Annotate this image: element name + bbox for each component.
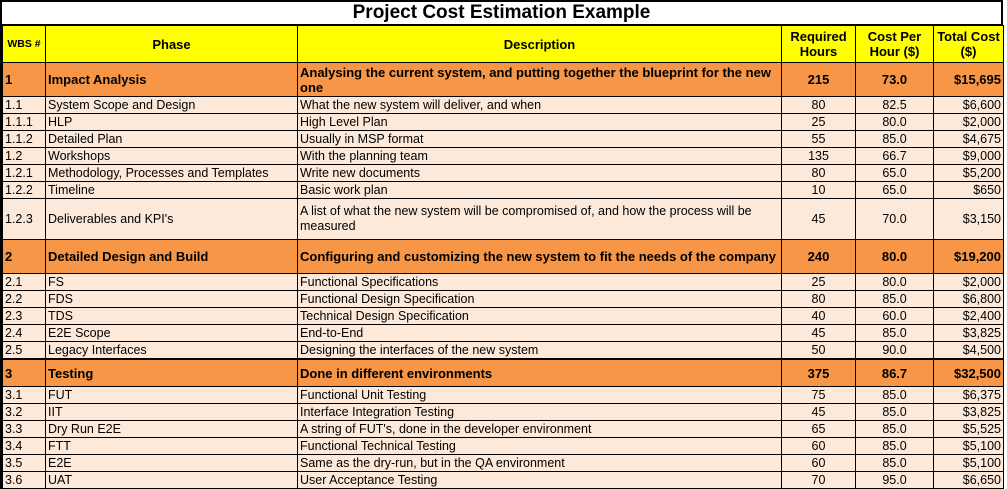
phase-cell[interactable]: Methodology, Processes and Templates xyxy=(46,165,298,182)
header-phase[interactable]: Phase xyxy=(46,26,298,63)
phase-row xyxy=(3,240,1004,274)
header-description[interactable]: Description xyxy=(298,26,782,63)
phase-cell[interactable]: HLP xyxy=(46,114,298,131)
hours-cell[interactable]: 80 xyxy=(782,97,856,114)
rate-cell[interactable]: 90.0 xyxy=(856,342,934,360)
phase-cell[interactable]: FDS xyxy=(46,291,298,308)
description-cell[interactable]: End-to-End xyxy=(298,325,782,342)
wbs-cell[interactable]: 1.2.1 xyxy=(3,165,46,182)
table-row xyxy=(3,421,1004,438)
wbs-cell[interactable]: 1.2 xyxy=(3,148,46,165)
total-cell[interactable]: $2,000 xyxy=(934,274,1004,291)
header-hours[interactable]: Required Hours xyxy=(782,26,856,63)
hours-cell[interactable]: 80 xyxy=(782,291,856,308)
table-row xyxy=(3,472,1004,489)
hours-cell[interactable]: 375 xyxy=(782,359,856,387)
description-cell[interactable]: Designing the interfaces of the new system xyxy=(298,342,782,360)
total-cell[interactable]: $5,525 xyxy=(934,421,1004,438)
rate-cell[interactable]: 85.0 xyxy=(856,291,934,308)
header-total[interactable]: Total Cost ($) xyxy=(934,26,1004,63)
wbs-cell[interactable]: 2.2 xyxy=(3,291,46,308)
description-cell[interactable]: Done in different environments xyxy=(298,359,782,387)
description-cell[interactable]: Configuring and customizing the new system to fit the needs of the company xyxy=(298,240,782,274)
phase-cell[interactable]: Timeline xyxy=(46,182,298,199)
table-row xyxy=(3,182,1004,199)
description-cell[interactable]: A list of what the new system will be compromised of, and how the process will be measured xyxy=(298,199,782,240)
cost-table xyxy=(2,25,1004,489)
total-cell[interactable]: $5,200 xyxy=(934,165,1004,182)
table-row xyxy=(3,291,1004,308)
phase-cell[interactable]: FS xyxy=(46,274,298,291)
phase-cell[interactable]: Detailed Plan xyxy=(46,131,298,148)
wbs-cell[interactable]: 3.1 xyxy=(3,387,46,404)
rate-cell[interactable]: 86.7 xyxy=(856,359,934,387)
hours-cell[interactable]: 60 xyxy=(782,455,856,472)
total-cell[interactable]: $650 xyxy=(934,182,1004,199)
description-cell[interactable]: Functional Unit Testing xyxy=(298,387,782,404)
phase-cell[interactable]: System Scope and Design xyxy=(46,97,298,114)
hours-cell[interactable]: 40 xyxy=(782,308,856,325)
rate-cell[interactable]: 82.5 xyxy=(856,97,934,114)
wbs-cell[interactable]: 2.1 xyxy=(3,274,46,291)
phase-cell[interactable]: FTT xyxy=(46,438,298,455)
wbs-cell[interactable]: 3 xyxy=(3,359,46,387)
description-cell[interactable]: Write new documents xyxy=(298,165,782,182)
sheet-title: Project Cost Estimation Example xyxy=(2,2,1001,25)
description-cell[interactable]: With the planning team xyxy=(298,148,782,165)
header-wbs[interactable]: WBS # xyxy=(3,26,46,63)
description-cell[interactable]: Interface Integration Testing xyxy=(298,404,782,421)
description-cell[interactable]: User Acceptance Testing xyxy=(298,472,782,489)
table-row xyxy=(3,274,1004,291)
phase-cell[interactable]: Dry Run E2E xyxy=(46,421,298,438)
total-cell[interactable]: $2,400 xyxy=(934,308,1004,325)
wbs-cell[interactable]: 3.3 xyxy=(3,421,46,438)
description-cell[interactable]: Functional Specifications xyxy=(298,274,782,291)
table-row xyxy=(3,199,1004,240)
rate-cell[interactable]: 80.0 xyxy=(856,114,934,131)
wbs-cell[interactable]: 3.6 xyxy=(3,472,46,489)
wbs-cell[interactable]: 1.1.2 xyxy=(3,131,46,148)
wbs-cell[interactable]: 1.1.1 xyxy=(3,114,46,131)
phase-cell[interactable]: Workshops xyxy=(46,148,298,165)
phase-row xyxy=(3,359,1004,387)
wbs-cell[interactable]: 1.2.2 xyxy=(3,182,46,199)
rate-cell[interactable]: 70.0 xyxy=(856,199,934,240)
phase-row xyxy=(3,63,1004,97)
phase-cell[interactable]: E2E Scope xyxy=(46,325,298,342)
hours-cell[interactable]: 60 xyxy=(782,438,856,455)
wbs-cell[interactable]: 3.4 xyxy=(3,438,46,455)
rate-cell[interactable]: 85.0 xyxy=(856,131,934,148)
wbs-cell[interactable]: 1.1 xyxy=(3,97,46,114)
phase-cell[interactable]: Testing xyxy=(46,359,298,387)
hours-cell[interactable]: 135 xyxy=(782,148,856,165)
total-cell[interactable]: $6,800 xyxy=(934,291,1004,308)
phase-cell[interactable]: FUT xyxy=(46,387,298,404)
wbs-cell[interactable]: 3.5 xyxy=(3,455,46,472)
phase-cell[interactable]: Detailed Design and Build xyxy=(46,240,298,274)
total-cell[interactable]: $6,375 xyxy=(934,387,1004,404)
total-cell[interactable]: $3,825 xyxy=(934,404,1004,421)
table-row xyxy=(3,165,1004,182)
total-cell[interactable]: $32,500 xyxy=(934,359,1004,387)
rate-cell[interactable]: 85.0 xyxy=(856,387,934,404)
total-cell[interactable]: $3,825 xyxy=(934,325,1004,342)
total-cell[interactable]: $6,600 xyxy=(934,97,1004,114)
wbs-cell[interactable]: 2.5 xyxy=(3,342,46,360)
phase-cell[interactable]: Impact Analysis xyxy=(46,63,298,97)
hours-cell[interactable]: 10 xyxy=(782,182,856,199)
hours-cell[interactable]: 25 xyxy=(782,274,856,291)
wbs-cell[interactable]: 1.2.3 xyxy=(3,199,46,240)
total-cell[interactable]: $4,500 xyxy=(934,342,1004,360)
rate-cell[interactable]: 95.0 xyxy=(856,472,934,489)
table-row xyxy=(3,325,1004,342)
wbs-cell[interactable]: 2.4 xyxy=(3,325,46,342)
wbs-cell[interactable]: 1 xyxy=(3,63,46,97)
rate-cell[interactable]: 80.0 xyxy=(856,274,934,291)
description-cell[interactable]: Analysing the current system, and putting together the blueprint for the new one xyxy=(298,63,782,97)
rate-cell[interactable]: 85.0 xyxy=(856,455,934,472)
rate-cell[interactable]: 65.0 xyxy=(856,182,934,199)
phase-cell[interactable]: IIT xyxy=(46,404,298,421)
total-cell[interactable]: $2,000 xyxy=(934,114,1004,131)
description-cell[interactable]: Functional Technical Testing xyxy=(298,438,782,455)
rate-cell[interactable]: 85.0 xyxy=(856,438,934,455)
table-row xyxy=(3,455,1004,472)
description-cell[interactable]: Technical Design Specification xyxy=(298,308,782,325)
description-cell[interactable]: High Level Plan xyxy=(298,114,782,131)
phase-cell[interactable]: UAT xyxy=(46,472,298,489)
phase-cell[interactable]: Legacy Interfaces xyxy=(46,342,298,360)
hours-cell[interactable]: 240 xyxy=(782,240,856,274)
table-row xyxy=(3,148,1004,165)
rate-cell[interactable]: 85.0 xyxy=(856,421,934,438)
hours-cell[interactable]: 45 xyxy=(782,404,856,421)
rate-cell[interactable]: 66.7 xyxy=(856,148,934,165)
phase-cell[interactable]: TDS xyxy=(46,308,298,325)
header-rate[interactable]: Cost Per Hour ($) xyxy=(856,26,934,63)
rate-cell[interactable]: 80.0 xyxy=(856,240,934,274)
rate-cell[interactable]: 85.0 xyxy=(856,404,934,421)
total-cell[interactable]: $4,675 xyxy=(934,131,1004,148)
hours-cell[interactable]: 80 xyxy=(782,165,856,182)
rate-cell[interactable]: 73.0 xyxy=(856,63,934,97)
hours-cell[interactable]: 45 xyxy=(782,199,856,240)
wbs-cell[interactable]: 2.3 xyxy=(3,308,46,325)
table-row xyxy=(3,404,1004,421)
total-cell[interactable]: $9,000 xyxy=(934,148,1004,165)
phase-cell[interactable]: Deliverables and KPI's xyxy=(46,199,298,240)
description-cell[interactable]: Usually in MSP format xyxy=(298,131,782,148)
description-cell[interactable]: Same as the dry-run, but in the QA environment xyxy=(298,455,782,472)
table-row xyxy=(3,342,1004,360)
hours-cell[interactable]: 50 xyxy=(782,342,856,360)
total-cell[interactable]: $6,650 xyxy=(934,472,1004,489)
hours-cell[interactable]: 70 xyxy=(782,472,856,489)
table-row xyxy=(3,308,1004,325)
total-cell[interactable]: $15,695 xyxy=(934,63,1004,97)
total-cell[interactable]: $19,200 xyxy=(934,240,1004,274)
hours-cell[interactable]: 45 xyxy=(782,325,856,342)
table-row xyxy=(3,114,1004,131)
header-row xyxy=(3,26,1004,63)
rate-cell[interactable]: 60.0 xyxy=(856,308,934,325)
total-cell[interactable]: $5,100 xyxy=(934,455,1004,472)
table-row xyxy=(3,131,1004,148)
hours-cell[interactable]: 25 xyxy=(782,114,856,131)
description-cell[interactable]: A string of FUT's, done in the developer environment xyxy=(298,421,782,438)
total-cell[interactable]: $5,100 xyxy=(934,438,1004,455)
description-cell[interactable]: What the new system will deliver, and when xyxy=(298,97,782,114)
description-cell[interactable]: Functional Design Specification xyxy=(298,291,782,308)
wbs-cell[interactable]: 3.2 xyxy=(3,404,46,421)
hours-cell[interactable]: 55 xyxy=(782,131,856,148)
rate-cell[interactable]: 85.0 xyxy=(856,325,934,342)
table-row xyxy=(3,438,1004,455)
wbs-cell[interactable]: 2 xyxy=(3,240,46,274)
description-cell[interactable]: Basic work plan xyxy=(298,182,782,199)
hours-cell[interactable]: 215 xyxy=(782,63,856,97)
hours-cell[interactable]: 75 xyxy=(782,387,856,404)
total-cell[interactable]: $3,150 xyxy=(934,199,1004,240)
table-row xyxy=(3,387,1004,404)
hours-cell[interactable]: 65 xyxy=(782,421,856,438)
phase-cell[interactable]: E2E xyxy=(46,455,298,472)
table-row xyxy=(3,97,1004,114)
rate-cell[interactable]: 65.0 xyxy=(856,165,934,182)
